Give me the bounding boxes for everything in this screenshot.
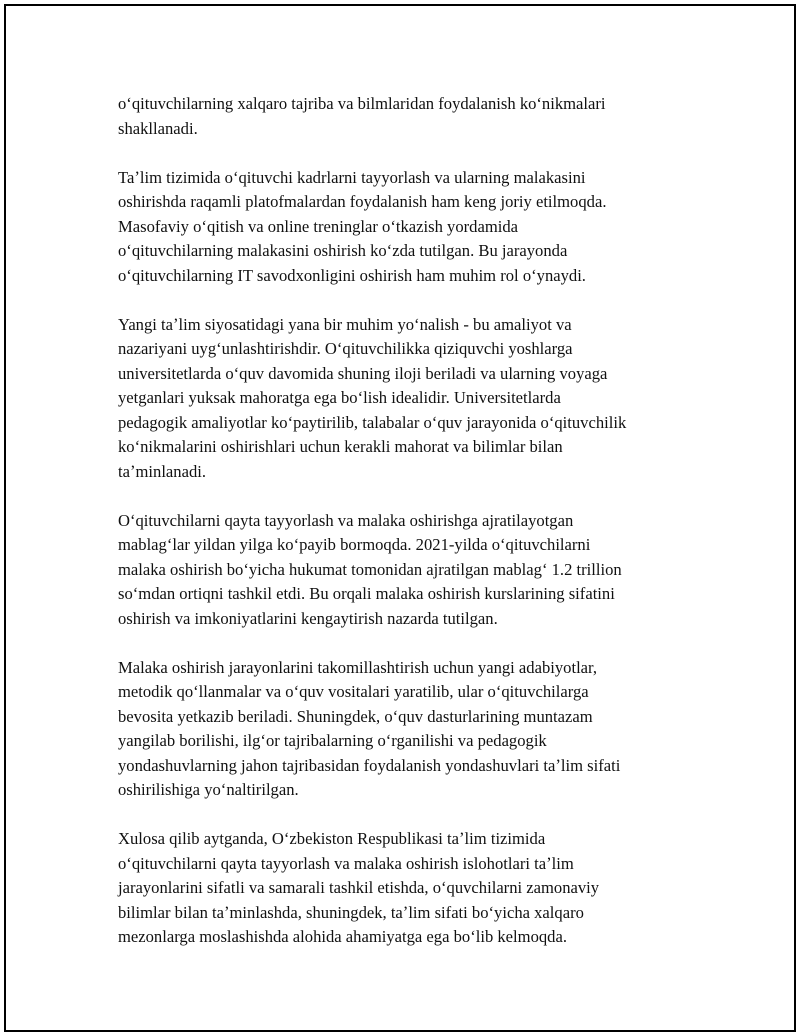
paragraph: Oʻqituvchilarni qayta tayyorlash va malaka oshirishga ajratilayotgan mablagʻlar yildan yilga koʻpayib bormoqda. 2021-yilda oʻqituvchilarni malaka oshirish boʻyicha hukumat tomonidan ajratilgan mablagʻ 1.2 trillion soʻmdan ortiqni tashkil etdi. Bu orqali malaka oshirish kurslarining sifatini oshirish va imkoniyatlarini kengaytirish nazarda tutilgan.: [118, 510, 622, 628]
paragraph: Xulosa qilib aytganda, Oʻzbekiston Respublikasi taʼlim tizimida oʻqituvchilarni qayta tayyorlash va malaka oshirish islohotlari taʼlim jarayonlarini sifatli va samarali tashkil etishda, oʻquvchilarni zamonaviy bilimlar bilan taʼminlashda, shuningdek, taʼlim sifati boʻyicha xalqaro mezonlarga moslashishda alohida ahamiyatga ega boʻlib kelmoqda.: [118, 829, 600, 946]
document-body: [118, 92, 688, 974]
paragraph: Taʼlim tizimida oʻqituvchi kadrlarni tayyorlash va ularning malakasini oshirishda raqamli platofmalardan foydalanish ham keng joriy etilmoqda. Masofaviy oʻqitish va online treninglar oʻtkazish yordamida oʻqituvchilarning malakasini oshirish koʻzda tutilgan. Bu jarayonda oʻqituvchilarning IT savodxonligini oshirish ham muhim rol oʻynaydi.: [118, 167, 607, 285]
paragraph: Malaka oshirish jarayonlarini takomillashtirish uchun yangi adabiyotlar, metodik qoʻllanmalar va oʻquv vositalari yaratilib, ular oʻqituvchilarga bevosita yetkazib beriladi. Shuningdek, oʻquv dasturlarining muntazam yangilab borilishi, ilgʻor tajribalarning oʻrganilishi va pedagogik yondashuvlarning jahon tajribasidan foydalanish yondashuvlari taʼlim sifati oshirilishiga yoʻnaltirilgan.: [118, 657, 621, 799]
paragraph: oʻqituvchilarning xalqaro tajriba va bilmlaridan foydalanish koʻnikmalari shakllanadi.: [118, 94, 606, 138]
paragraph: Yangi taʼlim siyosatidagi yana bir muhim yoʻnalish - bu amaliyot va nazariyani uygʻunlashtirishdir. Oʻqituvchilikka qiziquvchi yoshlarga universitetlarda oʻquv davomida shuning iloji beriladi va ularning voyaga yetganlari yuksak mahoratga ega boʻlish idealidir. Universitetlarda pedagogik amaliyotlar koʻpaytirilib, talabalar oʻquv jarayonida oʻqituvchilik koʻnikmalarini oshirishlari uchun kerakli mahorat va bilimlar bilan taʼminlanadi.: [118, 314, 627, 481]
